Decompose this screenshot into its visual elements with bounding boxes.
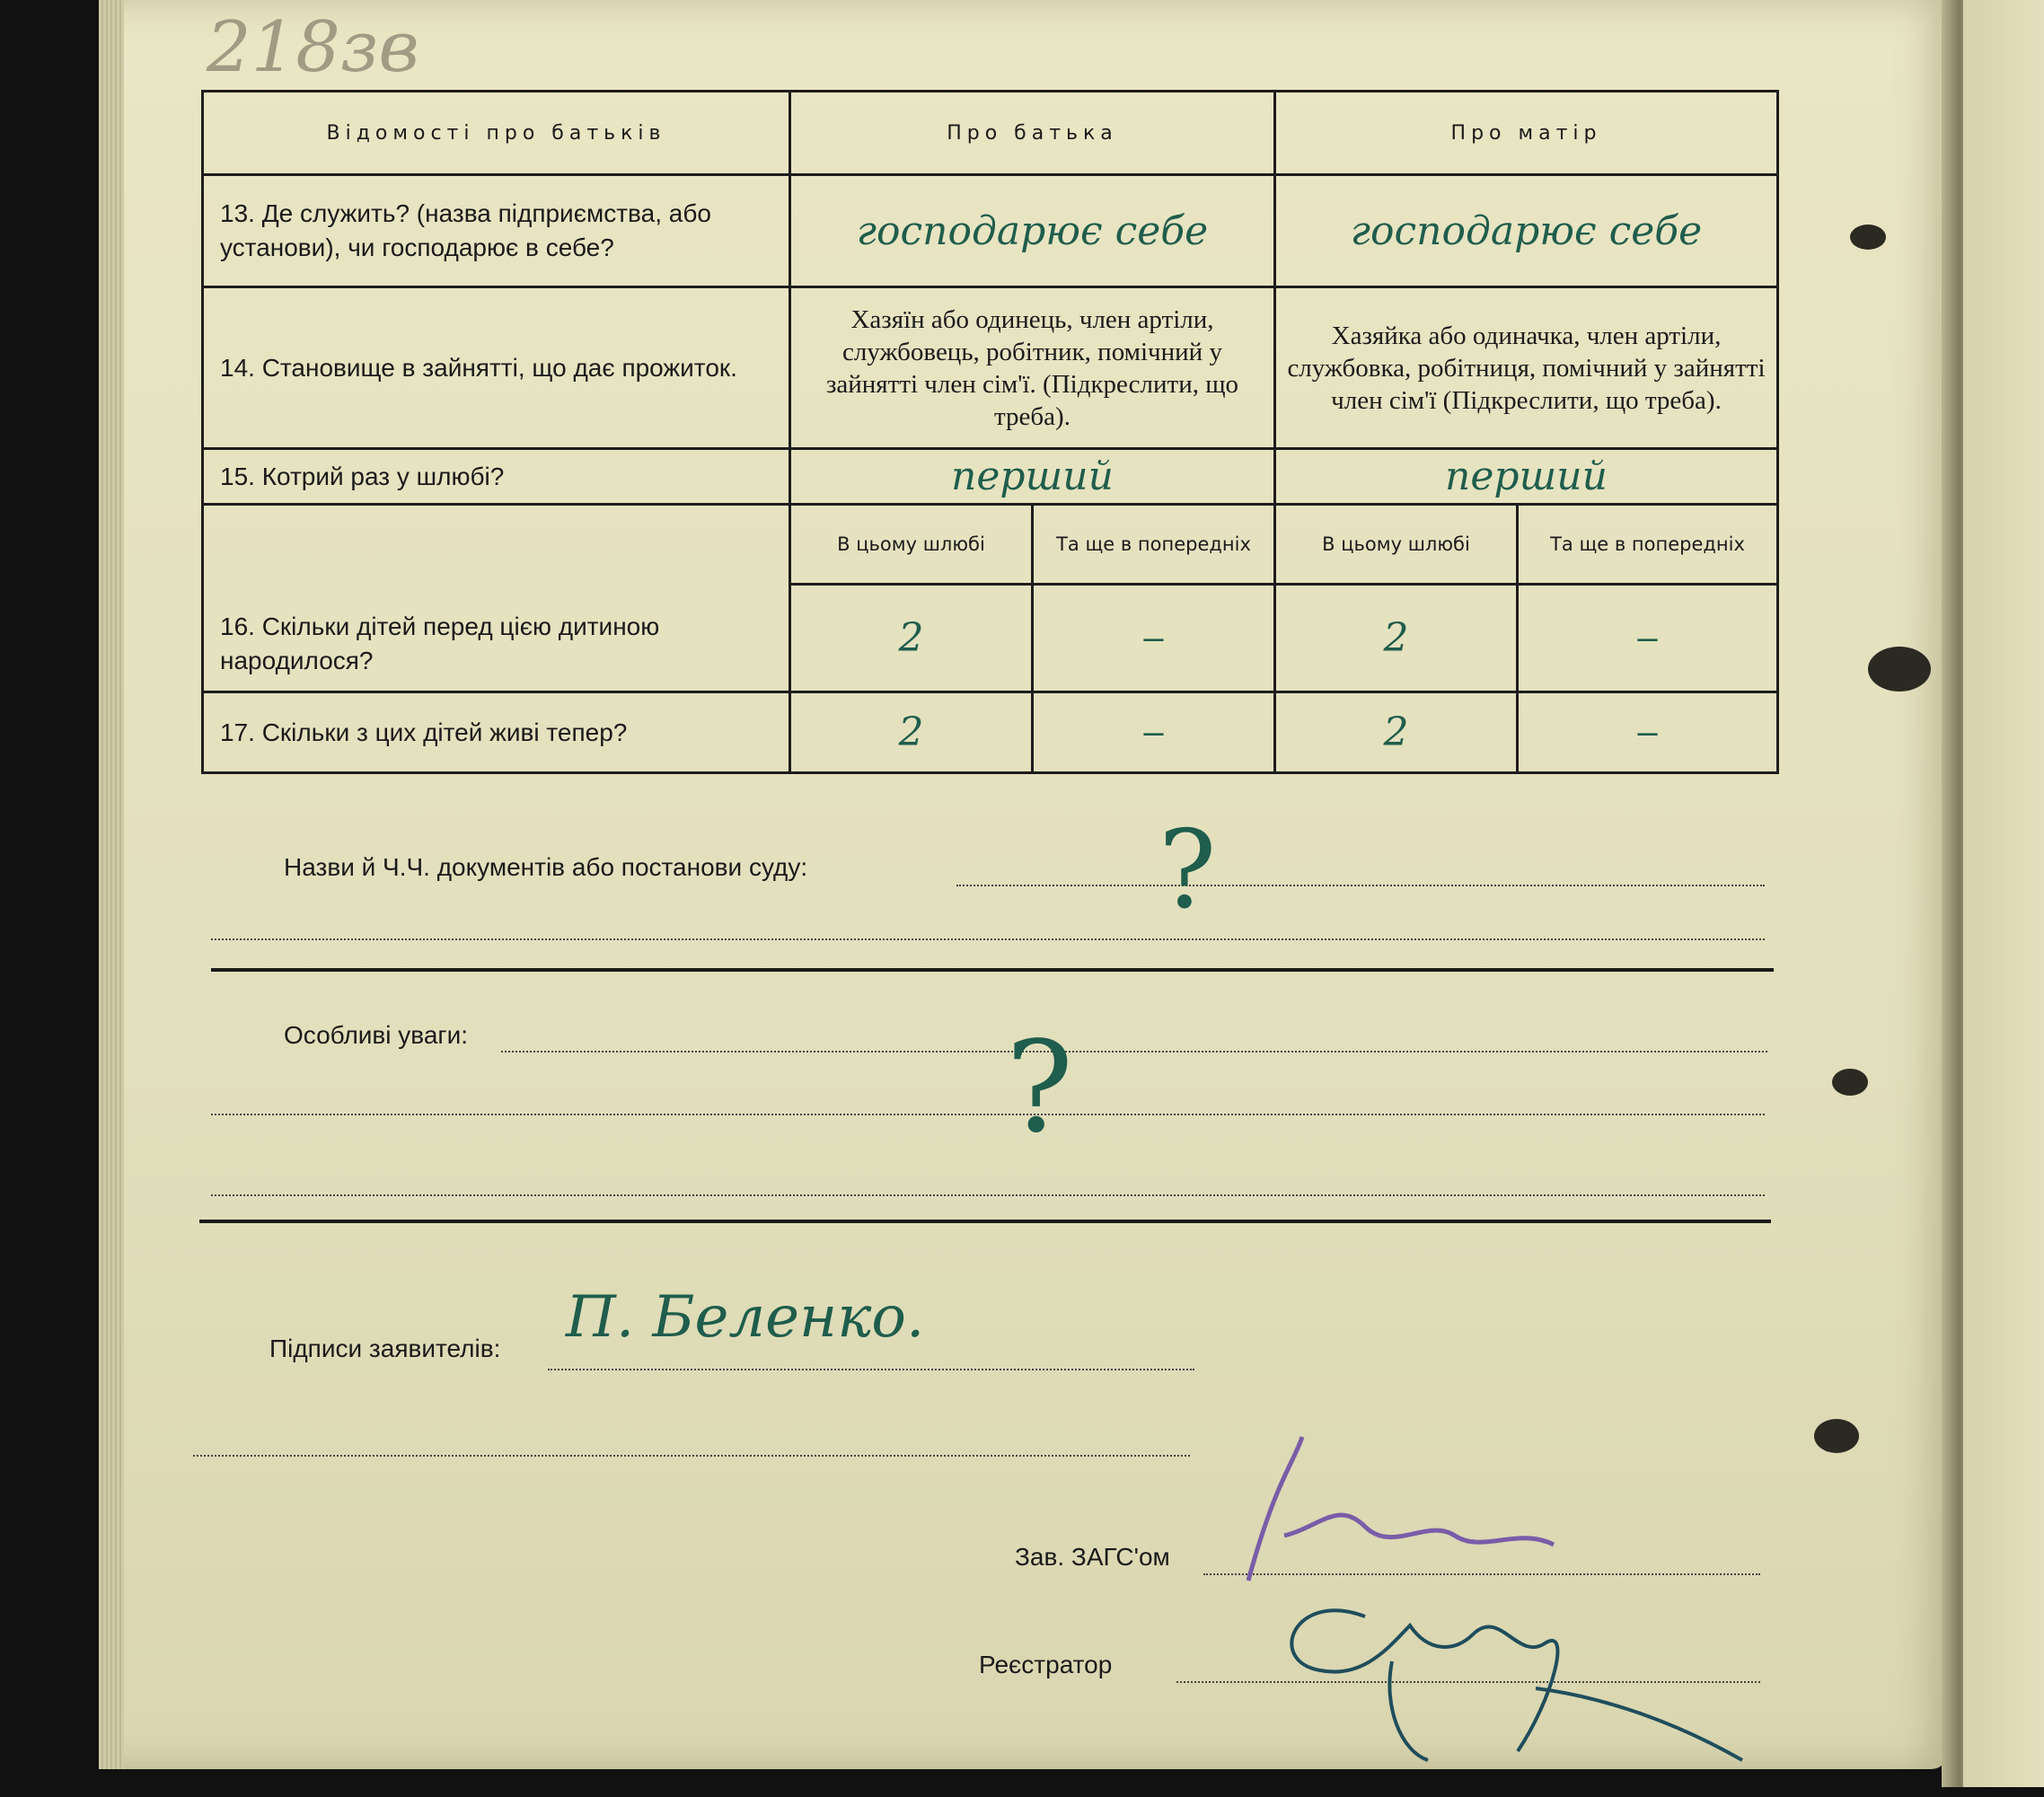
- archive-number: 218зв: [207, 7, 419, 88]
- subheader-father-previous: Та ще в попередніх: [1033, 505, 1275, 585]
- answer-16-father-prev: –: [1033, 585, 1275, 692]
- answer-17-mother-prev: –: [1518, 692, 1778, 773]
- parents-info-table: [201, 90, 1779, 774]
- answer-15-mother: перший: [1275, 449, 1778, 505]
- applicant-signature: П. Беленко.: [566, 1284, 925, 1351]
- answer-15-father: перший: [790, 449, 1275, 505]
- subheader-mother-this-marriage: В цьому шлюбі: [1275, 505, 1518, 585]
- section-divider: [211, 968, 1774, 972]
- question-14: 14. Становище в зайнятті, що дає прожиток.: [203, 287, 790, 449]
- documents-dotted-line: [956, 885, 1765, 886]
- section-divider-2: [199, 1220, 1771, 1223]
- answer-14-father: Хазяїн або одинець, член артіли, службовець, робітник, помічний у зайнятті член сім'ї. (Підкреслити, що треба).: [790, 287, 1275, 449]
- question-16: 16. Скільки дітей перед цією дитиною народилося?: [203, 505, 790, 692]
- answer-17-father-this: 2: [790, 692, 1033, 773]
- answer-16-mother-prev: –: [1518, 585, 1778, 692]
- answer-16-father-this: 2: [790, 585, 1033, 692]
- signatures-dotted-line: [548, 1369, 1194, 1370]
- header-parents-info: Відомості про батьків: [203, 92, 790, 175]
- binding-hole: [1868, 647, 1931, 691]
- answer-14-mother: Хазяйка або одиначка, член артіли, службовка, робітниця, помічний у зайнятті член сім'ї (Підкреслити, що треба).: [1275, 287, 1778, 449]
- notes-dotted-line-2: [211, 1114, 1765, 1115]
- subheader-mother-previous: Та ще в попередніх: [1518, 505, 1778, 585]
- registrar-label: Реєстратор: [979, 1651, 1113, 1678]
- documents-label: Назви й Ч.Ч. документів або постанови суду:: [284, 853, 808, 881]
- official-signatures: [1159, 1428, 1751, 1769]
- binding-hole: [1832, 1069, 1868, 1096]
- document-page: [99, 0, 1976, 1797]
- answer-13-mother: господарює себе: [1275, 175, 1778, 287]
- notes-dotted-line: [501, 1051, 1767, 1053]
- subheader-father-this-marriage: В цьому шлюбі: [790, 505, 1033, 585]
- header-mother: Про матір: [1275, 92, 1778, 175]
- signatures-label: Підписи заявителів:: [269, 1335, 501, 1362]
- adjacent-page: [1963, 0, 2044, 1787]
- notes-dotted-line-3: [211, 1194, 1765, 1196]
- header-father: Про батька: [790, 92, 1275, 175]
- question-15: 15. Котрий раз у шлюбі?: [203, 449, 790, 505]
- documents-dotted-line-2: [211, 938, 1765, 940]
- question-17: 17. Скільки з цих дітей живі тепер?: [203, 692, 790, 773]
- question-mark-notes: ?: [1006, 1015, 1074, 1161]
- answer-17-father-prev: –: [1033, 692, 1275, 773]
- page-edge: [99, 0, 124, 1769]
- answer-13-father: господарює себе: [790, 175, 1275, 287]
- signatures-dotted-line-2: [193, 1455, 1190, 1457]
- question-mark-documents: ?: [1159, 808, 1217, 933]
- answer-17-mother-this: 2: [1275, 692, 1518, 773]
- question-13: 13. Де служить? (назва підприємства, або установи), чи господарює в себе?: [203, 175, 790, 287]
- notes-label: Особливі уваги:: [284, 1021, 469, 1049]
- zags-head-label: Зав. ЗАГС'ом: [1015, 1543, 1170, 1571]
- binding-hole: [1850, 225, 1886, 250]
- answer-16-mother-this: 2: [1275, 585, 1518, 692]
- binding-hole: [1814, 1419, 1859, 1453]
